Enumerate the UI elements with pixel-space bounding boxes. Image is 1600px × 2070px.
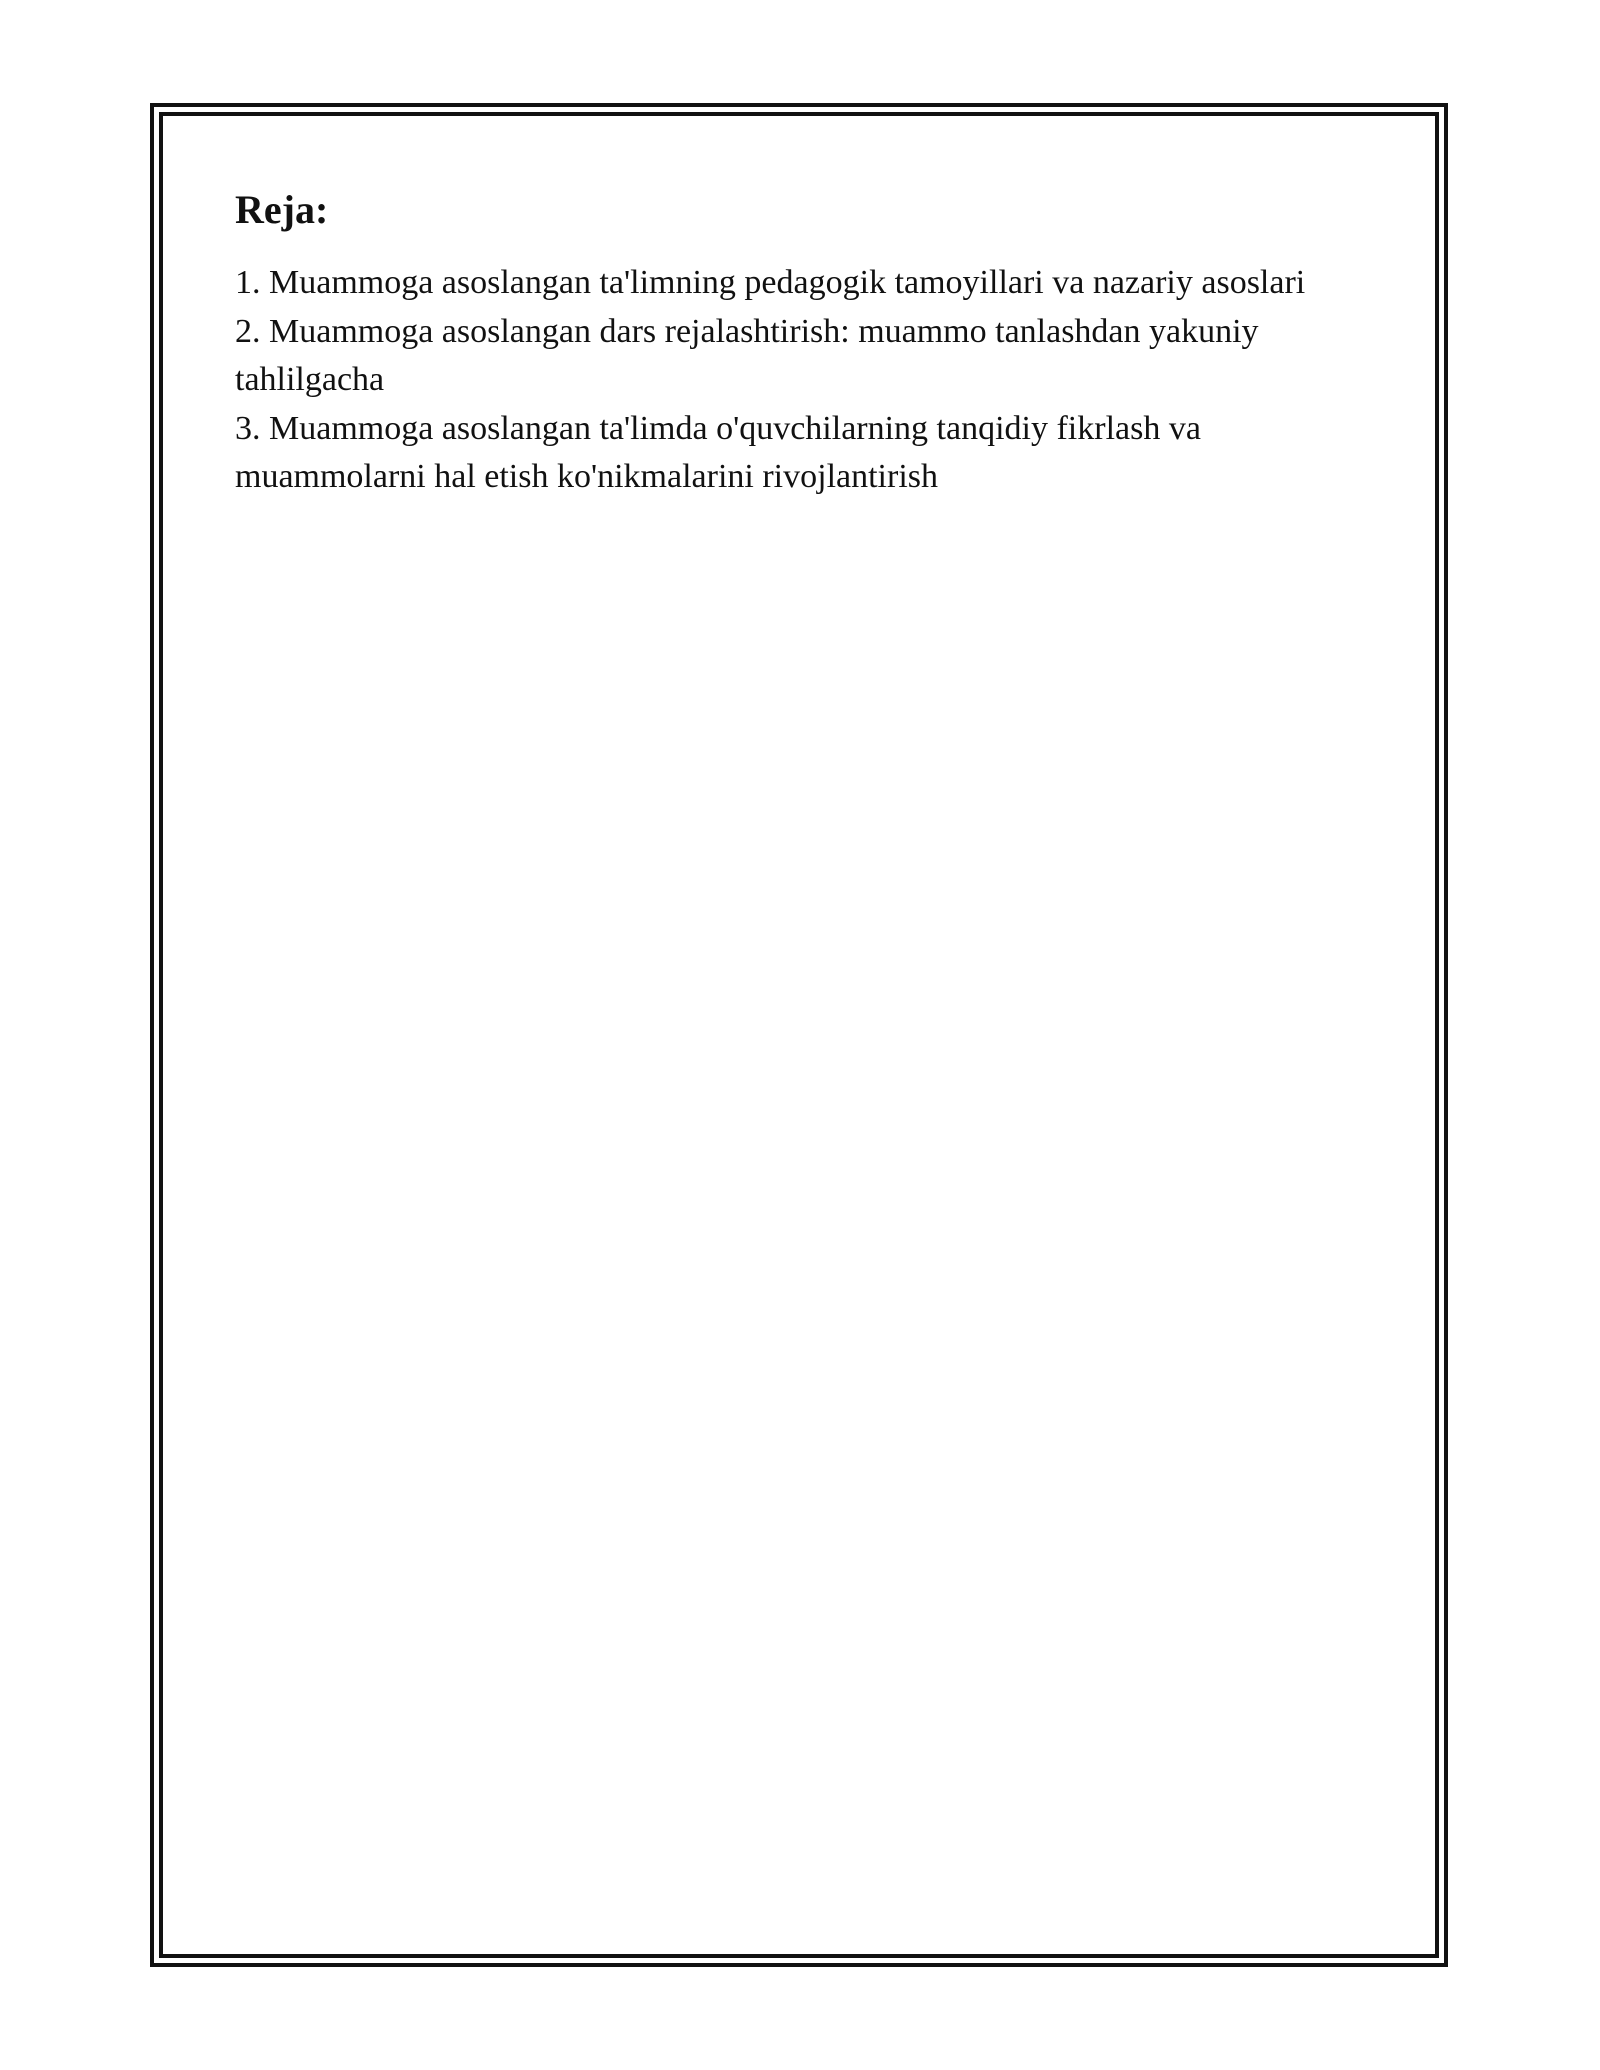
document-content bbox=[235, 186, 1355, 502]
plan-item-1: 1. Muammoga asoslangan ta'limning pedagogik tamoyillari va nazariy asoslari bbox=[235, 264, 1306, 301]
plan-item-2: 2. Muammoga asoslangan dars rejalashtirish: muammo tanlashdan yakuniy tahlilgacha bbox=[235, 312, 1259, 398]
plan-item-3: 3. Muammoga asoslangan ta'limda o'quvchilarning tanqidiy fikrlash va muammolarni hal etish ko'nikmalarini rivojlantirish bbox=[235, 409, 1201, 495]
plan-list bbox=[235, 259, 1355, 502]
plan-heading: Reja: bbox=[235, 187, 329, 232]
